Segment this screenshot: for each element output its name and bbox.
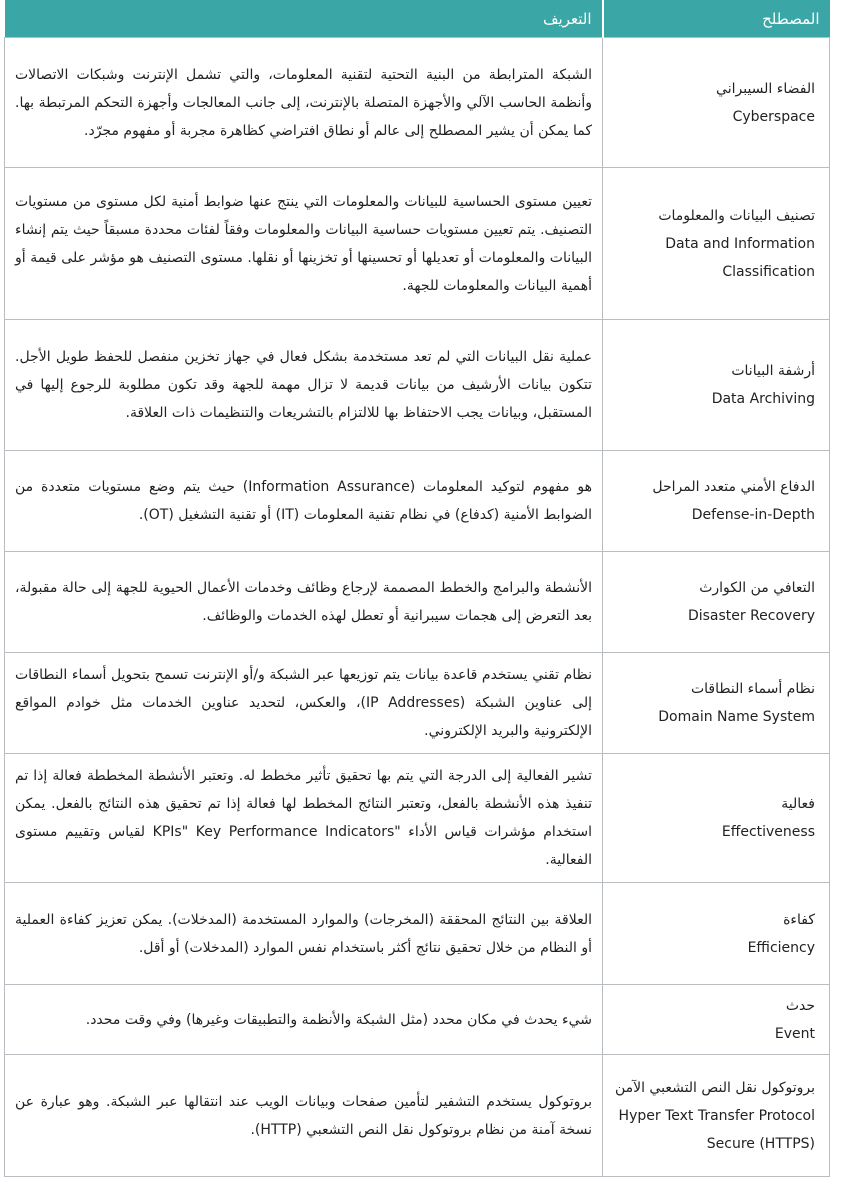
term-english: Data Archiving [711,391,815,407]
term-english: Defense-in-Depth [691,507,815,523]
term-english: Effectiveness [721,824,815,840]
term-english: Hyper Text Transfer Protocol Secure (HTTPS) [618,1107,815,1152]
term-cell [603,754,830,883]
table-row [5,653,830,754]
term-english: Efficiency [747,939,815,956]
term-arabic: الدفاع الأمني متعدد المراحل [652,479,815,495]
table-row [5,38,830,168]
term-english: Event [774,1025,815,1042]
header-term: المصطلح [603,0,830,38]
definition-cell: تشير الفعالية إلى الدرجة التي يتم بها تحقيق تأثير مخطط له. وتعتبر الأنشطة المخططة فعالة إذا تم تنفيذ هذه الأنشطة بالفعل، وتعتبر النتائج المخطط لها فعالة إذا تم تحقيق هذه النتائج بالفعل. يمكن استخدام مؤشرات قياس الأداء "KPIs" Key Performance Indicators لقياس وتقييم مستوى الفعالية. [5,754,603,883]
term-arabic: تصنيف البيانات والمعلومات [658,207,815,224]
table-row [5,985,830,1055]
header-definition: التعريف [5,0,603,38]
term-cell [603,985,830,1055]
term-english: Cyberspace [732,108,815,125]
term-english: Disaster Recovery [687,608,815,624]
table-row [5,754,830,883]
glossary-table [4,0,830,1177]
table-row [5,320,830,451]
definition-cell: العلاقة بين النتائج المحققة (المخرجات) والموارد المستخدمة (المدخلات). يمكن تعزيز كفاءة العملية أو النظام من خلال تحقيق نتائج أكثر باستخدام نفس الموارد (المدخلات) أو أقل. [5,883,603,985]
definition-cell: عملية نقل البيانات التي لم تعد مستخدمة بشكل فعال في جهاز تخزين منفصل للحفظ طويل الأجل. تتكون بيانات الأرشيف من بيانات قديمة لا تزال مهمة للجهة وقد تكون مطلوبة للرجوع إليها في المستقبل، وبيانات يجب الاحتفاظ بها للالتزام بالتشريعات والتنظيمات ذات العلاقة. [5,320,603,451]
term-cell [603,552,830,653]
definition-cell: هو مفهوم لتوكيد المعلومات (Information Assurance) حيث يتم وضع مستويات متعددة من الضوابط الأمنية (كدفاع) في نظام تقنية المعلومات (IT) أو تقنية التشغيل (OT). [5,451,603,552]
table-row [5,451,830,552]
table-row [5,552,830,653]
term-arabic: حدث [785,997,815,1014]
term-arabic: أرشفة البيانات [731,363,815,379]
term-cell [603,1055,830,1177]
term-cell [603,883,830,985]
term-arabic: كفاءة [783,911,815,928]
header-row [5,0,830,38]
term-arabic: بروتوكول نقل النص التشعبي الآمن [614,1079,815,1096]
definition-cell: شيء يحدث في مكان محدد (مثل الشبكة والأنظمة والتطبيقات وغيرها) وفي وقت محدد. [5,985,603,1055]
definition-cell: بروتوكول يستخدم التشفير لتأمين صفحات وبيانات الويب عند انتقالها عبر الشبكة. وهو عبارة عن نسخة آمنة من نظام بروتوكول نقل النص التشعبي (HTTP). [5,1055,603,1177]
term-cell [603,320,830,451]
table-row [5,883,830,985]
definition-cell: الشبكة المترابطة من البنية التحتية لتقنية المعلومات، والتي تشمل الإنترنت وشبكات الاتصالات وأنظمة الحاسب الآلي والأجهزة المتصلة بالإنترنت، إلى جانب المعالجات وأجهزة التحكم المرتبطة بها. كما يمكن أن يشير المصطلح إلى عالم أو نطاق افتراضي كظاهرة مجربة أو مفهوم مجرّد. [5,38,603,168]
table-row [5,1055,830,1177]
term-arabic: التعافي من الكوارث [699,580,815,596]
term-cell [603,451,830,552]
term-english: Data and Information Classification [665,235,815,280]
term-arabic: الفضاء السيبراني [716,80,815,97]
term-cell [603,653,830,754]
definition-cell: نظام تقني يستخدم قاعدة بيانات يتم توزيعها عبر الشبكة و/أو الإنترنت تسمح بتحويل أسماء النطاقات إلى عناوين الشبكة (IP Addresses)، والعكس، لتحديد عناوين الخدمات مثل خوادم المواقع الإلكترونية والبريد الإلكتروني. [5,653,603,754]
table-row [5,168,830,320]
term-cell [603,168,830,320]
term-arabic: نظام أسماء النطاقات [690,681,815,697]
definition-cell: الأنشطة والبرامج والخطط المصممة لإرجاع وظائف وخدمات الأعمال الحيوية للجهة إلى حالة مقبولة، بعد التعرض إلى هجمات سيبرانية أو تعطل لهذه الخدمات والوظائف. [5,552,603,653]
definition-cell: تعيين مستوى الحساسية للبيانات والمعلومات التي ينتج عنها ضوابط أمنية لكل مستوى من مستويات التصنيف. يتم تعيين مستويات حساسية البيانات والمعلومات وفقاً لفئات محددة مسبقاً حيث يتم إنشاء البيانات والمعلومات أو تعديلها أو تحسينها أو تخزينها أو نقلها. مستوى التصنيف هو مؤشر على قيمة أو أهمية البيانات والمعلومات للجهة. [5,168,603,320]
term-arabic: فعالية [781,796,815,812]
term-cell [603,38,830,168]
term-english: Domain Name System [658,709,815,725]
